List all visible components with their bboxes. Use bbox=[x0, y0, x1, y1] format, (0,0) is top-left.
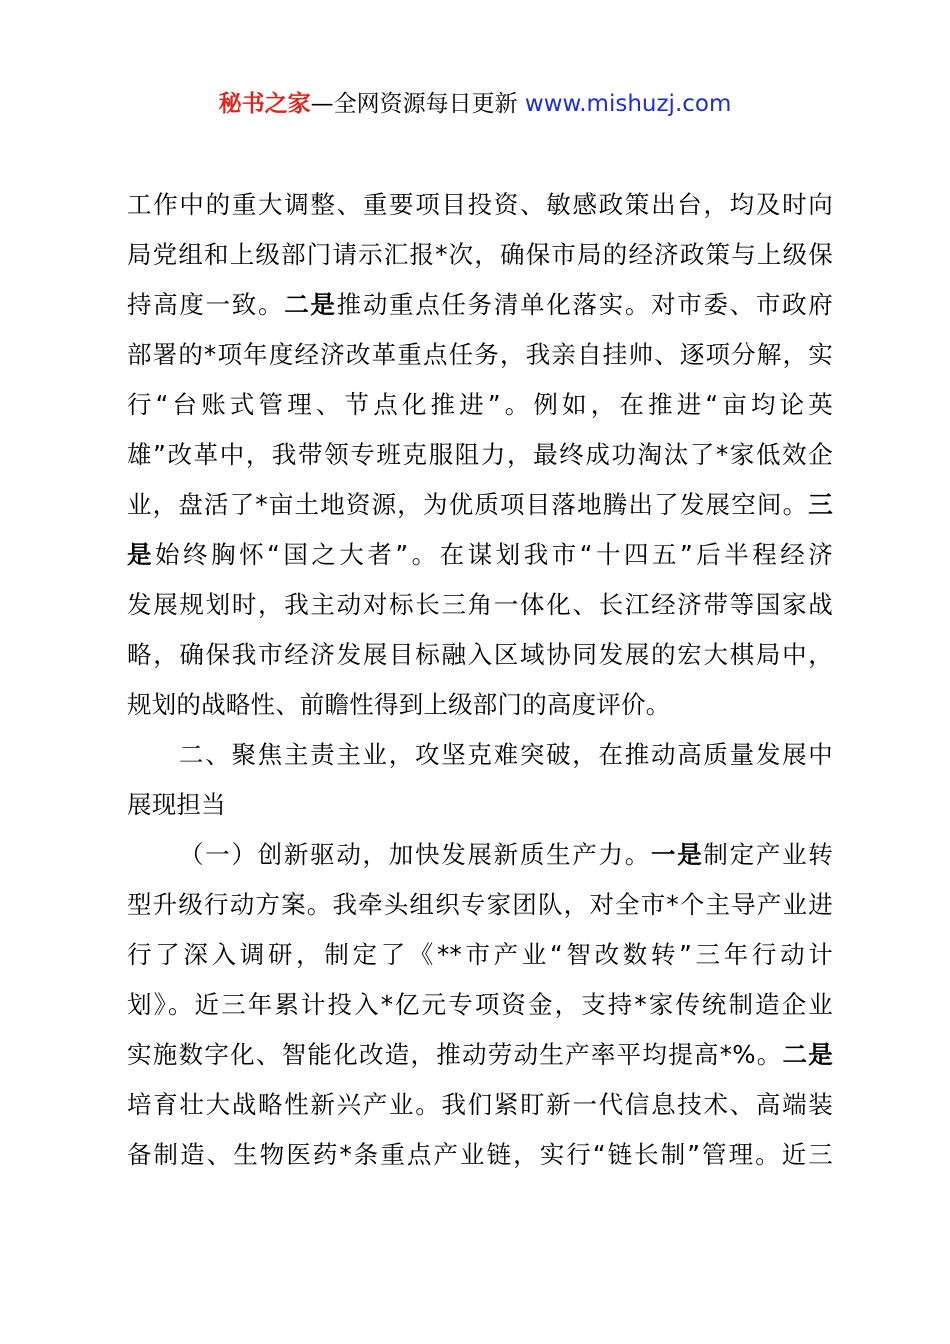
text-line: 部署的*项年度经济改革重点任务，我亲自挂帅、逐项分解，实 bbox=[127, 340, 833, 369]
text-line: 局党组和上级部门请示汇报*次，确保市局的经济政策与上级保 bbox=[127, 240, 833, 269]
text-line: 雄”改革中，我带领专班克服阻力，最终成功淘汰了*家低效企 bbox=[127, 440, 833, 469]
text-line: 实施数字化、智能化改造，推动劳动生产率平均提高*%。二是 bbox=[127, 1040, 833, 1069]
text-line: 培育壮大战略性新兴产业。我们紧盯新一代信息技术、高端装 bbox=[127, 1090, 833, 1119]
text-line: （一）创新驱动，加快发展新质生产力。一是制定产业转 bbox=[179, 840, 834, 869]
text-line: 行了深入调研，制定了《**市产业“智改数转”三年行动计 bbox=[127, 940, 833, 969]
bold-marker: 三 bbox=[808, 490, 833, 519]
bold-marker: 二是 bbox=[284, 290, 337, 319]
page-header bbox=[0, 86, 950, 122]
text-line: 划》。近三年累计投入*亿元专项资金，支持*家传统制造企业 bbox=[127, 990, 833, 1019]
text-line: 业，盘活了*亩土地资源，为优质项目落地腾出了发展空间。三 bbox=[127, 490, 833, 519]
text-line: 型升级行动方案。我牵头组织专家团队，对全市*个主导产业进 bbox=[127, 890, 833, 919]
text-line: 是始终胸怀“国之大者”。在谋划我市“十四五”后半程经济 bbox=[127, 540, 834, 569]
text-line: 备制造、生物医药*条重点产业链，实行“链长制”管理。近三 bbox=[127, 1140, 833, 1169]
section-heading-line: 二、聚焦主责主业，攻坚克难突破，在推动高质量发展中 bbox=[179, 740, 833, 769]
text-line: 行“台账式管理、节点化推进”。例如，在推进“亩均论英 bbox=[127, 390, 833, 419]
bold-marker: 是 bbox=[127, 540, 156, 569]
document-body bbox=[127, 180, 833, 1180]
header-brand: 秘书之家 bbox=[218, 91, 311, 117]
section-heading-line: 展现担当 bbox=[127, 790, 226, 819]
text-line: 工作中的重大调整、重要项目投资、敏感政策出台，均及时向 bbox=[127, 190, 833, 219]
text-line: 略，确保我市经济发展目标融入区域协同发展的宏大棋局中， bbox=[127, 640, 833, 669]
text-line: 规划的战略性、前瞻性得到上级部门的高度评价。 bbox=[127, 690, 671, 719]
bold-marker: 二是 bbox=[782, 1040, 833, 1069]
text-line: 持高度一致。二是推动重点任务清单化落实。对市委、市政府 bbox=[127, 290, 833, 319]
header-url-link[interactable]: www.mishuzj.com bbox=[524, 91, 732, 117]
bold-marker: 一是 bbox=[650, 840, 704, 869]
header-tagline: —全网资源每日更新 bbox=[310, 91, 525, 117]
text-line: 发展规划时，我主动对标长三角一体化、长江经济带等国家战 bbox=[127, 590, 833, 619]
